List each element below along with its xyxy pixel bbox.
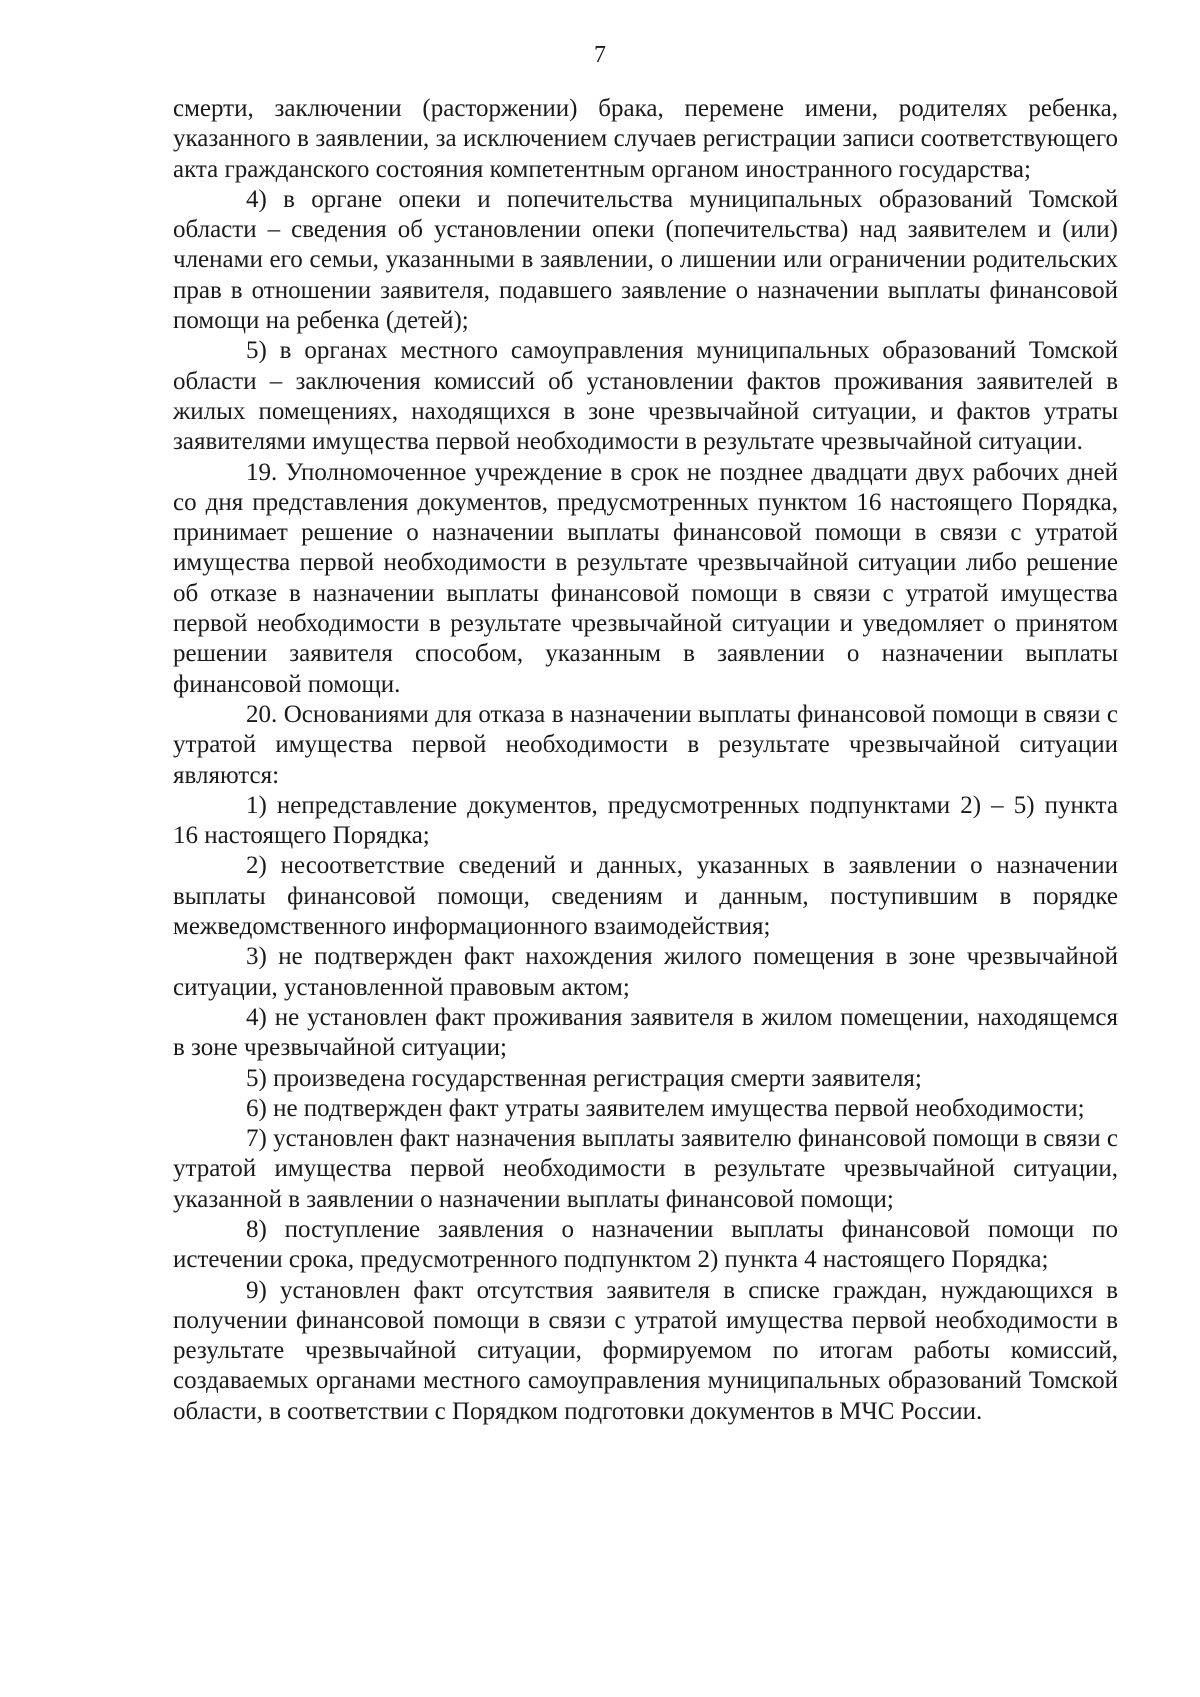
document-body <box>173 94 1118 1427</box>
paragraph-refusal-item-1: 1) непредставление документов, предусмотренных подпунктами 2) – 5) пункта 16 настоящего Порядка; <box>173 791 1118 850</box>
paragraph-item-4-guardianship: 4) в органе опеки и попечительства муниципальных образований Томской области – сведения об установлении опеки (попечительства) над заявителем и (или) членами его семьи, указанными в заявлении, о лишении или ограничении родительских прав в отношении заявителя, подавшего заявление о назначении выплаты финансовой помощи на ребенка (детей); <box>173 185 1118 335</box>
paragraph-refusal-item-8: 8) поступление заявления о назначении выплаты финансовой помощи по истечении срока, предусмотренного подпунктом 2) пункта 4 настоящего Порядка; <box>173 1215 1118 1274</box>
paragraph-continuation: смерти, заключении (расторжении) брака, перемене имени, родителях ребенка, указанного в заявлении, за исключением случаев регистрации записи соответствующего акта гражданского состояния компетентным органом иностранного государства; <box>173 95 1118 183</box>
paragraph-clause-20: 20. Основаниями для отказа в назначении выплаты финансовой помощи в связи с утратой имущества первой необходимости в результате чрезвычайной ситуации являются: <box>173 700 1118 789</box>
paragraph-refusal-item-6: 6) не подтвержден факт утраты заявителем имущества первой необходимости; <box>246 1094 1085 1122</box>
paragraph-refusal-item-9: 9) установлен факт отсутствия заявителя в списке граждан, нуждающихся в получении финансовой помощи в связи с утратой имущества первой необходимости в результате чрезвычайной ситуации, формируемом по итогам работы комиссий, создаваемых органами местного самоуправления муниципальных образований Томской области, в соответствии с Порядком подготовки документов в МЧС России. <box>173 1276 1118 1425</box>
paragraph-refusal-item-4: 4) не установлен факт проживания заявителя в жилом помещении, находящемся в зоне чрезвычайной ситуации; <box>173 1003 1118 1062</box>
paragraph-refusal-item-7: 7) установлен факт назначения выплаты заявителю финансовой помощи в связи с утратой имущества первой необходимости в результате чрезвычайной ситуации, указанной в заявлении о назначении выплаты финансовой помощи; <box>173 1125 1118 1213</box>
paragraph-refusal-item-3: 3) не подтвержден факт нахождения жилого помещения в зоне чрезвычайной ситуации, установленной правовым актом; <box>173 943 1118 1001</box>
paragraph-clause-19: 19. Уполномоченное учреждение в срок не позднее двадцати двух рабочих дней со дня представления документов, предусмотренных пунктом 16 настоящего Порядка, принимает решение о назначении выплаты финансовой помощи в связи с утратой имущества первой необходимости в результате чрезвычайной ситуации либо решение об отказе в назначении выплаты финансовой помощи в связи с утратой имущества первой необходимости в результате чрезвычайной ситуации и уведомляет о принятом решении заявителя способом, указанным в заявлении о назначении выплаты финансовой помощи. <box>173 458 1118 698</box>
paragraph-refusal-item-2: 2) несоответствие сведений и данных, указанных в заявлении о назначении выплаты финансовой помощи, сведениям и данным, поступившим в порядке межведомственного информационного взаимодействия; <box>173 852 1118 941</box>
paragraph-item-5-local-government: 5) в органах местного самоуправления муниципальных образований Томской области – заключения комиссий об установлении фактов проживания заявителей в жилых помещениях, находящихся в зоне чрезвычайной ситуации, и фактов утраты заявителями имущества первой необходимости в результате чрезвычайной ситуации. <box>173 337 1118 456</box>
paragraph-refusal-item-5: 5) произведена государственная регистрация смерти заявителя; <box>246 1064 922 1092</box>
page-number: 7 <box>594 42 606 68</box>
